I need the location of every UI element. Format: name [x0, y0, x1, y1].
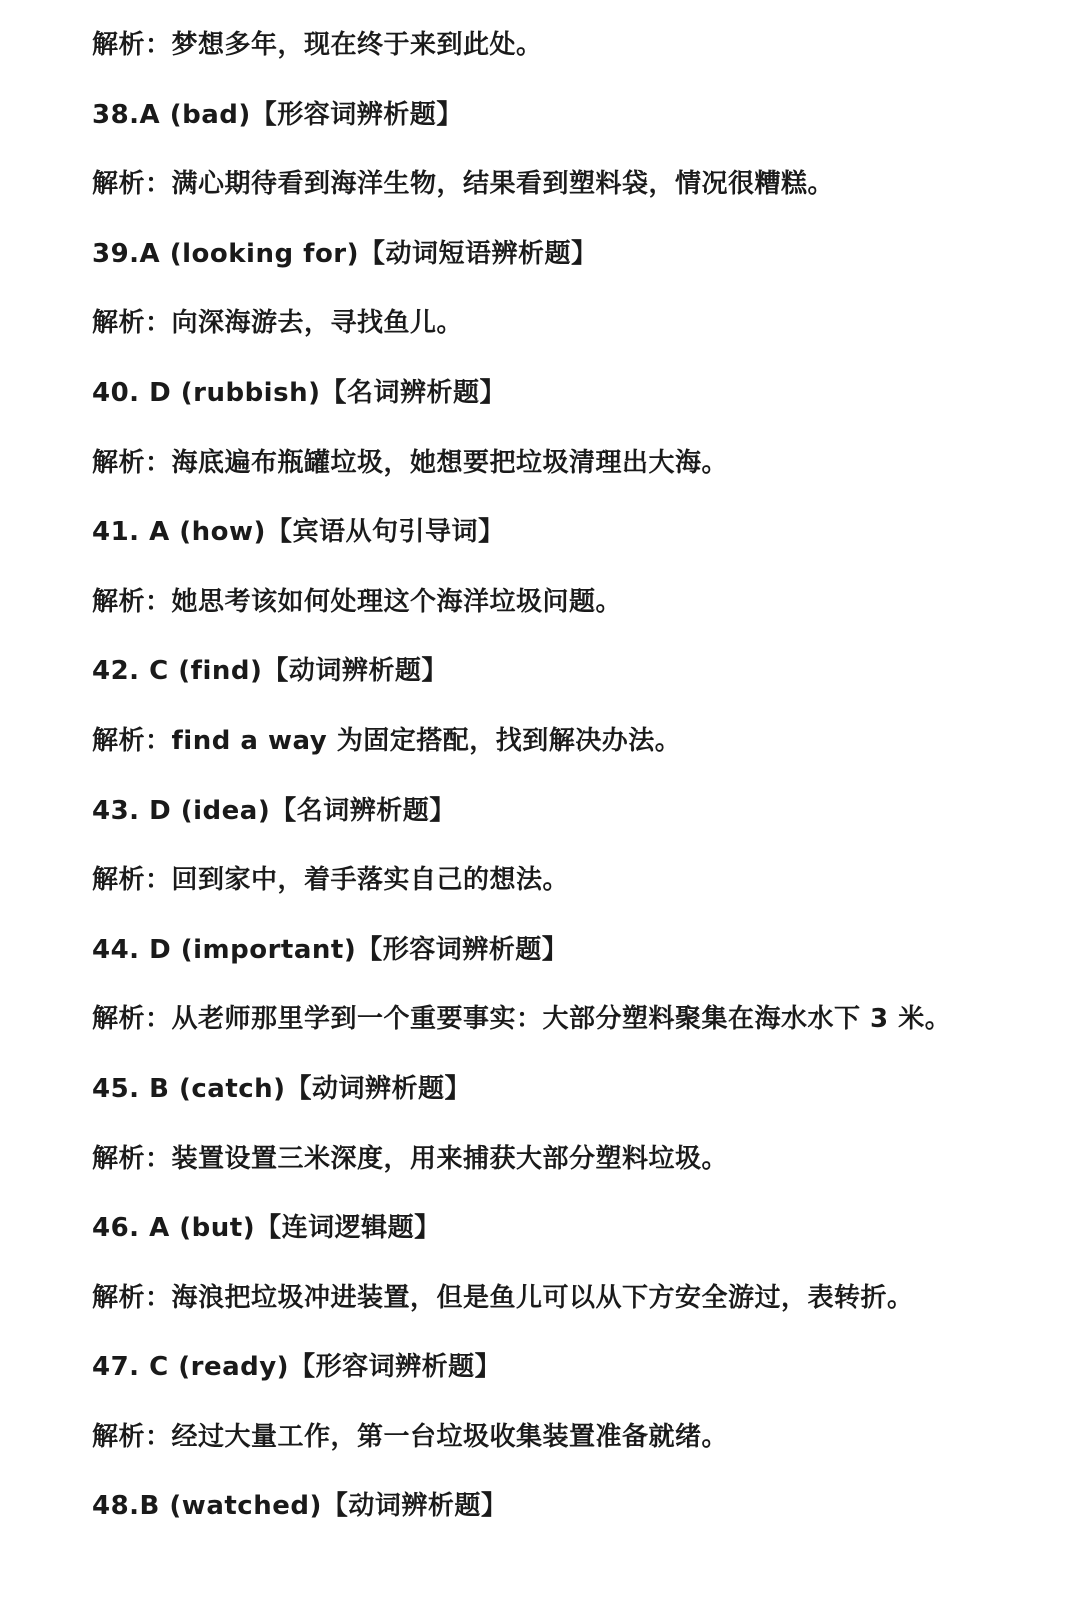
- answer-line: 39.A (looking for)【动词短语辨析题】: [92, 238, 598, 269]
- answer-analysis-document: [92, 22, 1052, 1553]
- answer-line: 46. A (but)【连词逻辑题】: [92, 1213, 441, 1244]
- analysis-line: 解析：海底遍布瓶罐垃圾，她想要把垃圾清理出大海。: [92, 447, 729, 478]
- answer-line: 43. D (idea)【名词辨析题】: [92, 795, 456, 826]
- answer-line: 38.A (bad)【形容词辨析题】: [92, 99, 463, 130]
- analysis-line: 解析：梦想多年，现在终于来到此处。: [92, 30, 543, 60]
- answer-line: 40. D (rubbish)【名词辨析题】: [92, 377, 506, 408]
- analysis-line: 解析：向深海游去，寻找鱼儿。: [92, 308, 464, 339]
- answer-line: 45. B (catch)【动词辨析题】: [92, 1073, 472, 1104]
- analysis-line: 解析：她思考该如何处理这个海洋垃圾问题。: [92, 586, 623, 617]
- analysis-line: 解析：满心期待看到海洋生物，结果看到塑料袋，情况很糟糕。: [92, 169, 835, 200]
- analysis-line: 解析：经过大量工作，第一台垃圾收集装置准备就绪。: [92, 1421, 729, 1452]
- analysis-line: 解析：find a way 为固定搭配，找到解决办法。: [92, 725, 682, 756]
- analysis-line: 解析：海浪把垃圾冲进装置，但是鱼儿可以从下方安全游过，表转折。: [92, 1282, 914, 1313]
- answer-line: 44. D (important)【形容词辨析题】: [92, 934, 569, 965]
- analysis-line: 解析：装置设置三米深度，用来捕获大部分塑料垃圾。: [92, 1143, 729, 1174]
- answer-line: 48.B (watched)【动词辨析题】: [92, 1491, 508, 1522]
- analysis-line: 解析：从老师那里学到一个重要事实：大部分塑料聚集在海水水下 3 米。: [92, 1004, 952, 1035]
- answer-line: 47. C (ready)【形容词辨析题】: [92, 1352, 502, 1383]
- answer-line: 42. C (find)【动词辨析题】: [92, 656, 448, 687]
- answer-line: 41. A (how)【宾语从句引导词】: [92, 517, 505, 548]
- analysis-line: 解析：回到家中，着手落实自己的想法。: [92, 865, 570, 896]
